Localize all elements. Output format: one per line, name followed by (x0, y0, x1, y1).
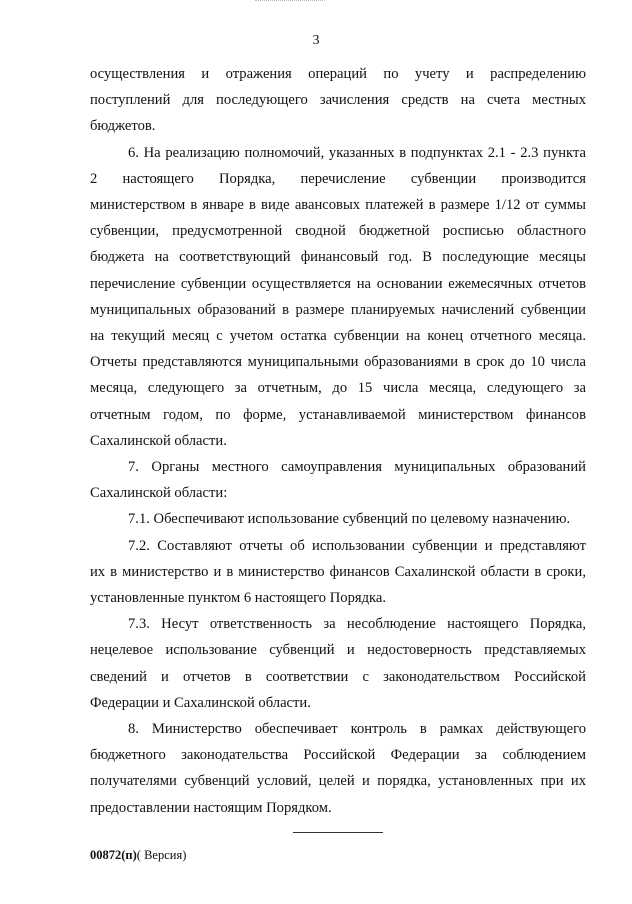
paragraph-line: 7.3. Несут ответственность за несоблюдение настоящего Порядка, (128, 616, 586, 633)
paragraph-line: осуществления и отражения операций по учету и распределению (90, 66, 586, 82)
paragraph-line: муниципальных образований в размере планируемых начислений субвенции (90, 301, 586, 318)
paragraph-line: установленные пунктом 6 настоящего Порядка. (90, 590, 387, 607)
paragraph-line: бюджетного законодательства Российской Федерации за соблюдением (90, 747, 586, 764)
paragraph-line: предоставлении настоящим Порядком. (90, 799, 332, 816)
paragraph-line: на текущий месяц с учетом остатка субвенции на конец отчетного месяца. (90, 328, 586, 345)
document-body (90, 61, 586, 821)
paragraph-p7-2 (90, 533, 586, 612)
page-number: 3 (312, 33, 320, 48)
paragraph-p8 (90, 716, 586, 821)
paragraph-line: 7.2. Составляют отчеты об использовании субвенции и представляют (128, 537, 586, 554)
footer-separator (293, 832, 383, 833)
paragraph-line: получателями субвенций условий, целей и порядка, установленных при их (90, 773, 586, 790)
paragraph-p7-1 (90, 506, 586, 532)
paragraph-line: месяца, следующего за отчетным, до 15 числа месяца, следующего за (90, 380, 586, 397)
paragraph-line: Сахалинской области. (90, 432, 227, 449)
paragraph-p6 (90, 140, 586, 454)
paragraph-line: Сахалинской области: (90, 485, 228, 502)
paragraph-line: бюджетов. (90, 118, 156, 135)
paragraph-p7-3 (90, 611, 586, 716)
paragraph-line: 6. На реализацию полномочий, указанных в подпунктах 2.1 - 2.3 пункта (128, 144, 586, 161)
paragraph-line: поступлений для последующего зачисления средств на счета местных (90, 92, 586, 109)
paragraph-line: 7.1. Обеспечивают использование субвенций по целевому назначению. (128, 511, 571, 528)
paragraph-p-continuation (90, 61, 586, 140)
paragraph-line: субвенции, предусмотренной сводной бюджетной росписью областного (90, 223, 586, 240)
paragraph-line: 7. Органы местного самоуправления муниципальных образований (128, 459, 586, 476)
paragraph-line: перечисление субвенции осуществляется на основании ежемесячных отчетов (90, 275, 586, 292)
paragraph-line: их в министерство и в министерство финансов Сахалинской области в сроки, (90, 563, 586, 580)
document-code-number: 00872(п) (90, 848, 137, 862)
paragraph-line: отчетным годом, по форме, устанавливаемой министерством финансов (90, 406, 586, 423)
scan-top-mark (255, 0, 325, 3)
paragraph-line: бюджета на соответствующий финансовый год. В последующие месяцы (90, 249, 586, 266)
paragraph-line: сведений и отчетов в соответствии с законодательством Российской (90, 668, 586, 685)
paragraph-line: 2 настоящего Порядка, перечисление субвенции производится (90, 170, 586, 187)
paragraph-line: 8. Министерство обеспечивает контроль в рамках действующего (128, 721, 586, 738)
paragraph-line: нецелевое использование субвенций и недостоверность представляемых (90, 642, 586, 659)
paragraph-line: Федерации и Сахалинской области. (90, 694, 311, 711)
document-version-label: ( Версия) (136, 848, 187, 862)
paragraph-p7 (90, 454, 586, 506)
document-code (90, 848, 186, 863)
paragraph-line: Отчеты представляются муниципальными образованиями в срок до 10 числа (90, 354, 586, 371)
paragraph-line: министерством в январе в виде авансовых платежей в размере 1/12 от суммы (90, 197, 586, 214)
